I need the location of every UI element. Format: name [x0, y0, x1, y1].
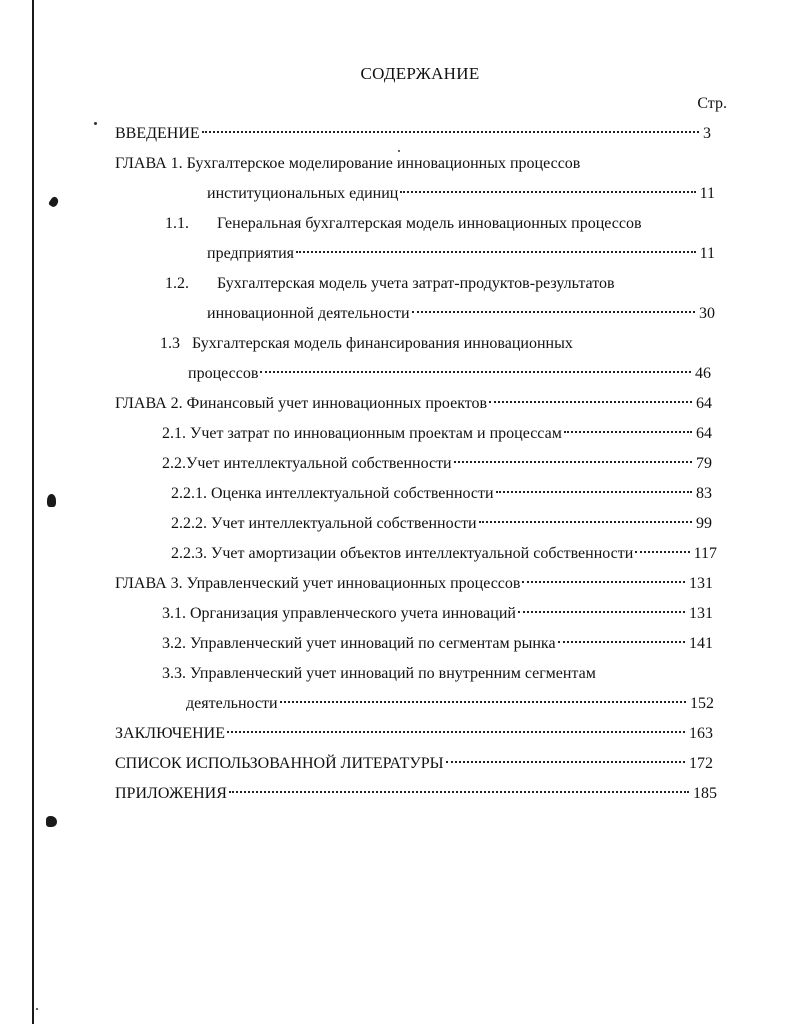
dot-leader — [558, 641, 685, 643]
toc-entry-text: предприятия — [207, 245, 294, 262]
toc-entry-page: 30 — [699, 305, 715, 322]
dot-leader — [522, 581, 685, 583]
dot-leader — [496, 491, 692, 493]
toc-section-heading[interactable] — [165, 272, 615, 296]
toc-entry-2-2-3[interactable] — [171, 542, 717, 566]
scan-artifact-mark — [46, 816, 57, 827]
toc-section-heading[interactable]: 3.3. Управленческий учет инноваций по внутренним сегментам — [162, 665, 596, 682]
toc-entry-ch1[interactable] — [207, 182, 715, 206]
toc-entry-conclusion[interactable] — [115, 722, 713, 746]
dot-leader — [454, 461, 692, 463]
toc-entry-appendix[interactable] — [115, 782, 717, 806]
toc-entry-page: 172 — [689, 755, 713, 772]
toc-entry-3-2[interactable] — [162, 632, 713, 656]
toc-entry-text: 2.2.2. Учет интеллектуальной собственности — [171, 515, 477, 532]
toc-entry-ch3[interactable] — [115, 572, 713, 596]
dot-leader — [227, 731, 685, 733]
dot-leader — [489, 401, 692, 403]
dot-leader — [564, 431, 692, 433]
toc-entry-3-1[interactable] — [162, 602, 713, 626]
toc-entry-page: 64 — [696, 395, 712, 412]
scan-artifact-mark — [47, 494, 56, 507]
toc-entry-page: 11 — [699, 185, 715, 202]
toc-entry-page: 99 — [696, 515, 712, 532]
toc-entry-text: ПРИЛОЖЕНИЯ — [115, 785, 227, 802]
toc-entry-text: 2.2.3. Учет амортизации объектов интеллектуальной собственности — [171, 545, 634, 562]
toc-entry-intro[interactable] — [115, 122, 711, 146]
toc-entry-text: СПИСОК ИСПОЛЬЗОВАННОЙ ЛИТЕРАТУРЫ — [115, 755, 444, 772]
toc-entry-page: 79 — [696, 455, 712, 472]
toc-section-number: 1.3 — [160, 335, 180, 352]
page-column-label: Стр. — [697, 95, 727, 112]
toc-entry-1-2[interactable] — [207, 302, 715, 326]
toc-entry-3-3[interactable] — [186, 692, 714, 716]
toc-entry-text: процессов — [188, 365, 259, 382]
toc-section-heading[interactable] — [160, 332, 573, 356]
toc-entry-page: 64 — [696, 425, 712, 442]
toc-entry-page: 46 — [695, 365, 711, 382]
toc-entry-page: 185 — [693, 785, 717, 802]
dot-leader — [518, 611, 685, 613]
dot-leader — [296, 251, 696, 253]
toc-entry-text: инновационной деятельности — [207, 305, 410, 322]
dot-leader — [229, 791, 689, 793]
toc-entry-page: 83 — [696, 485, 712, 502]
toc-entry-text: ГЛАВА 2. Финансовый учет инновационных проектов — [115, 395, 488, 412]
toc-chapter-heading[interactable]: ГЛАВА 1. Бухгалтерское моделирование инновационных процессов — [115, 155, 581, 172]
dot-leader — [479, 521, 692, 523]
toc-entry-text: ЗАКЛЮЧЕНИЕ — [115, 725, 225, 742]
toc-entry-1-3[interactable] — [188, 362, 711, 386]
toc-entry-page: 152 — [690, 695, 714, 712]
toc-section-number: 1.2. — [165, 275, 189, 292]
toc-entry-text: ГЛАВА 3. Управленческий учет инновационных процессов — [115, 575, 521, 592]
toc-entry-page: 11 — [699, 245, 715, 262]
dot-leader — [412, 311, 695, 313]
page-title: СОДЕРЖАНИЕ — [360, 64, 480, 83]
toc-entry-text: 3.2. Управленческий учет инноваций по сегментам рынка — [162, 635, 556, 652]
toc-entry-page: 117 — [693, 545, 717, 562]
scan-speck — [36, 1008, 38, 1010]
toc-entry-page: 141 — [689, 635, 713, 652]
toc-section-heading[interactable] — [165, 212, 642, 236]
dot-leader — [202, 131, 699, 133]
toc-entry-page: 163 — [689, 725, 713, 742]
toc-entry-2-2-1[interactable] — [171, 482, 712, 506]
toc-entry-text: 2.1. Учет затрат по инновационным проектам и процессам — [162, 425, 562, 442]
toc-entry-2-2-2[interactable] — [171, 512, 712, 536]
toc-section-number: 1.1. — [165, 215, 189, 232]
toc-entry-text: 2.2.1. Оценка интеллектуальной собственности — [171, 485, 494, 502]
toc-entry-references[interactable] — [115, 752, 713, 776]
toc-section-title: Бухгалтерская модель финансирования инновационных — [192, 335, 573, 352]
toc-entry-page: 131 — [689, 605, 713, 622]
dot-leader — [280, 701, 686, 703]
toc-entry-page: 3 — [703, 125, 711, 142]
scan-speck — [94, 122, 97, 125]
toc-section-title: Бухгалтерская модель учета затрат-продуктов-результатов — [217, 275, 615, 292]
toc-entry-2-2[interactable] — [162, 452, 712, 476]
dot-leader — [400, 191, 695, 193]
toc-entry-page: 131 — [689, 575, 713, 592]
toc-entry-ch2[interactable] — [115, 392, 712, 416]
scan-artifact-mark — [48, 196, 60, 209]
toc-entry-text: 2.2.Учет интеллектуальной собственности — [162, 455, 452, 472]
page-margin-line — [32, 0, 34, 1024]
toc-entry-1-1[interactable] — [207, 242, 715, 266]
toc-entry-text: деятельности — [186, 695, 278, 712]
toc-section-title: Генеральная бухгалтерская модель инновационных процессов — [217, 215, 642, 232]
toc-entry-text: институциональных единиц — [207, 185, 399, 202]
dot-leader — [635, 551, 689, 553]
toc-entry-text: 3.1. Организация управленческого учета инноваций — [162, 605, 516, 622]
toc-entry-2-1[interactable] — [162, 422, 712, 446]
dot-leader — [446, 761, 685, 763]
dot-leader — [260, 371, 691, 373]
toc-entry-text: ВВЕДЕНИЕ — [115, 125, 200, 142]
